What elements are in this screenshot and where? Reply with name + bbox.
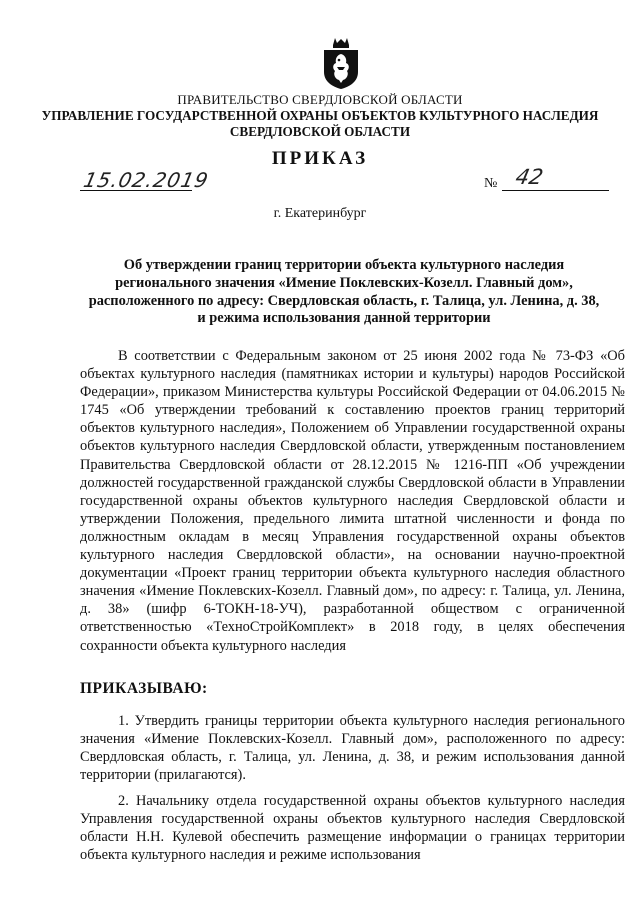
number-label: №: [484, 176, 498, 191]
document-type: ПРИКАЗ: [271, 148, 369, 169]
preamble-paragraph: В соответствии с Федеральным законом от 25 июня 2002 года № 73-ФЗ «Об объектах культурного наследия (памятниках истории и культуры) народов Российской Федерации», приказом Министерства культуры Российской Федерации от 04.06.2015 № 1745 «Об утверждении требований к составлению проектов границ территорий объектов культурного наследия», Положением об Управлении государственной охраны объектов культурного наследия Свердловской области, утвержденным постановлением Правительства Свердловской области от 28.12.2015 № 1216-ПП «Об учреждении должностей государственной гражданской службы Свердловской области в Управлении государственной охраны объектов культурного наследия Свердловской области и утверждении Положения, предельного лимита штатной численности и фонда по должностным окладам в месяц Управления государственной охраны объектов культурного наследия Свердловской области», на основании научно-проектной документации «Проект границ территории объекта культурного наследия областного значения «Имение Поклевских-Козелл. Главный дом», по адресу: г. Талица, ул. Ленина, д. 38» (шифр 6-ТОКН-18-УЧ), разработанной обществом с ограниченной ответственностью «ТехноСтройКомплект» в 2018 году, в целях обеспечения сохранности объекта культурного наследия: [80, 348, 625, 654]
order-item-2: 2. Начальнику отдела государственной охраны объектов культурного наследия Управления государственной охраны объектов культурного наследия Свердловской области Н.Н. Кулевой обеспечить размещение информации о границах территории объекта культурного наследия и режиме использования: [80, 793, 625, 864]
document-title: Об утверждении границ территории объекта культурного наследия регионального значения «Имение Поклевских-Козелл. Главный дом», расположенного по адресу: Свердловская область, г. Талица, ул. Ленина, д. 38, и режима использования данной территории: [88, 257, 600, 327]
government-name: ПРАВИТЕЛЬСТВО СВЕРДЛОВСКОЙ ОБЛАСТИ: [177, 92, 463, 107]
city: г. Екатеринбург: [273, 206, 367, 221]
date-underline: [80, 190, 192, 191]
number-underline: [502, 190, 609, 191]
department-name: УПРАВЛЕНИЕ ГОСУДАРСТВЕННОЙ ОХРАНЫ ОБЪЕКТОВ КУЛЬТУРНОГО НАСЛЕДИЯ СВЕРДЛОВСКОЙ ОБЛАСТИ: [41, 108, 599, 139]
document-number: 42: [513, 165, 546, 189]
document-date: 15.02.2019: [81, 168, 212, 192]
order-item-1: 1. Утвердить границы территории объекта культурного наследия регионального значения «Имение Поклевских-Козелл. Главный дом», расположенного по адресу: Свердловская область, г. Талица, ул. Ленина, д. 38, и режим использования данной территории (прилагаются).: [80, 713, 625, 784]
coat-of-arms-icon: [322, 34, 360, 90]
order-heading: ПРИКАЗЫВАЮ:: [80, 680, 208, 697]
